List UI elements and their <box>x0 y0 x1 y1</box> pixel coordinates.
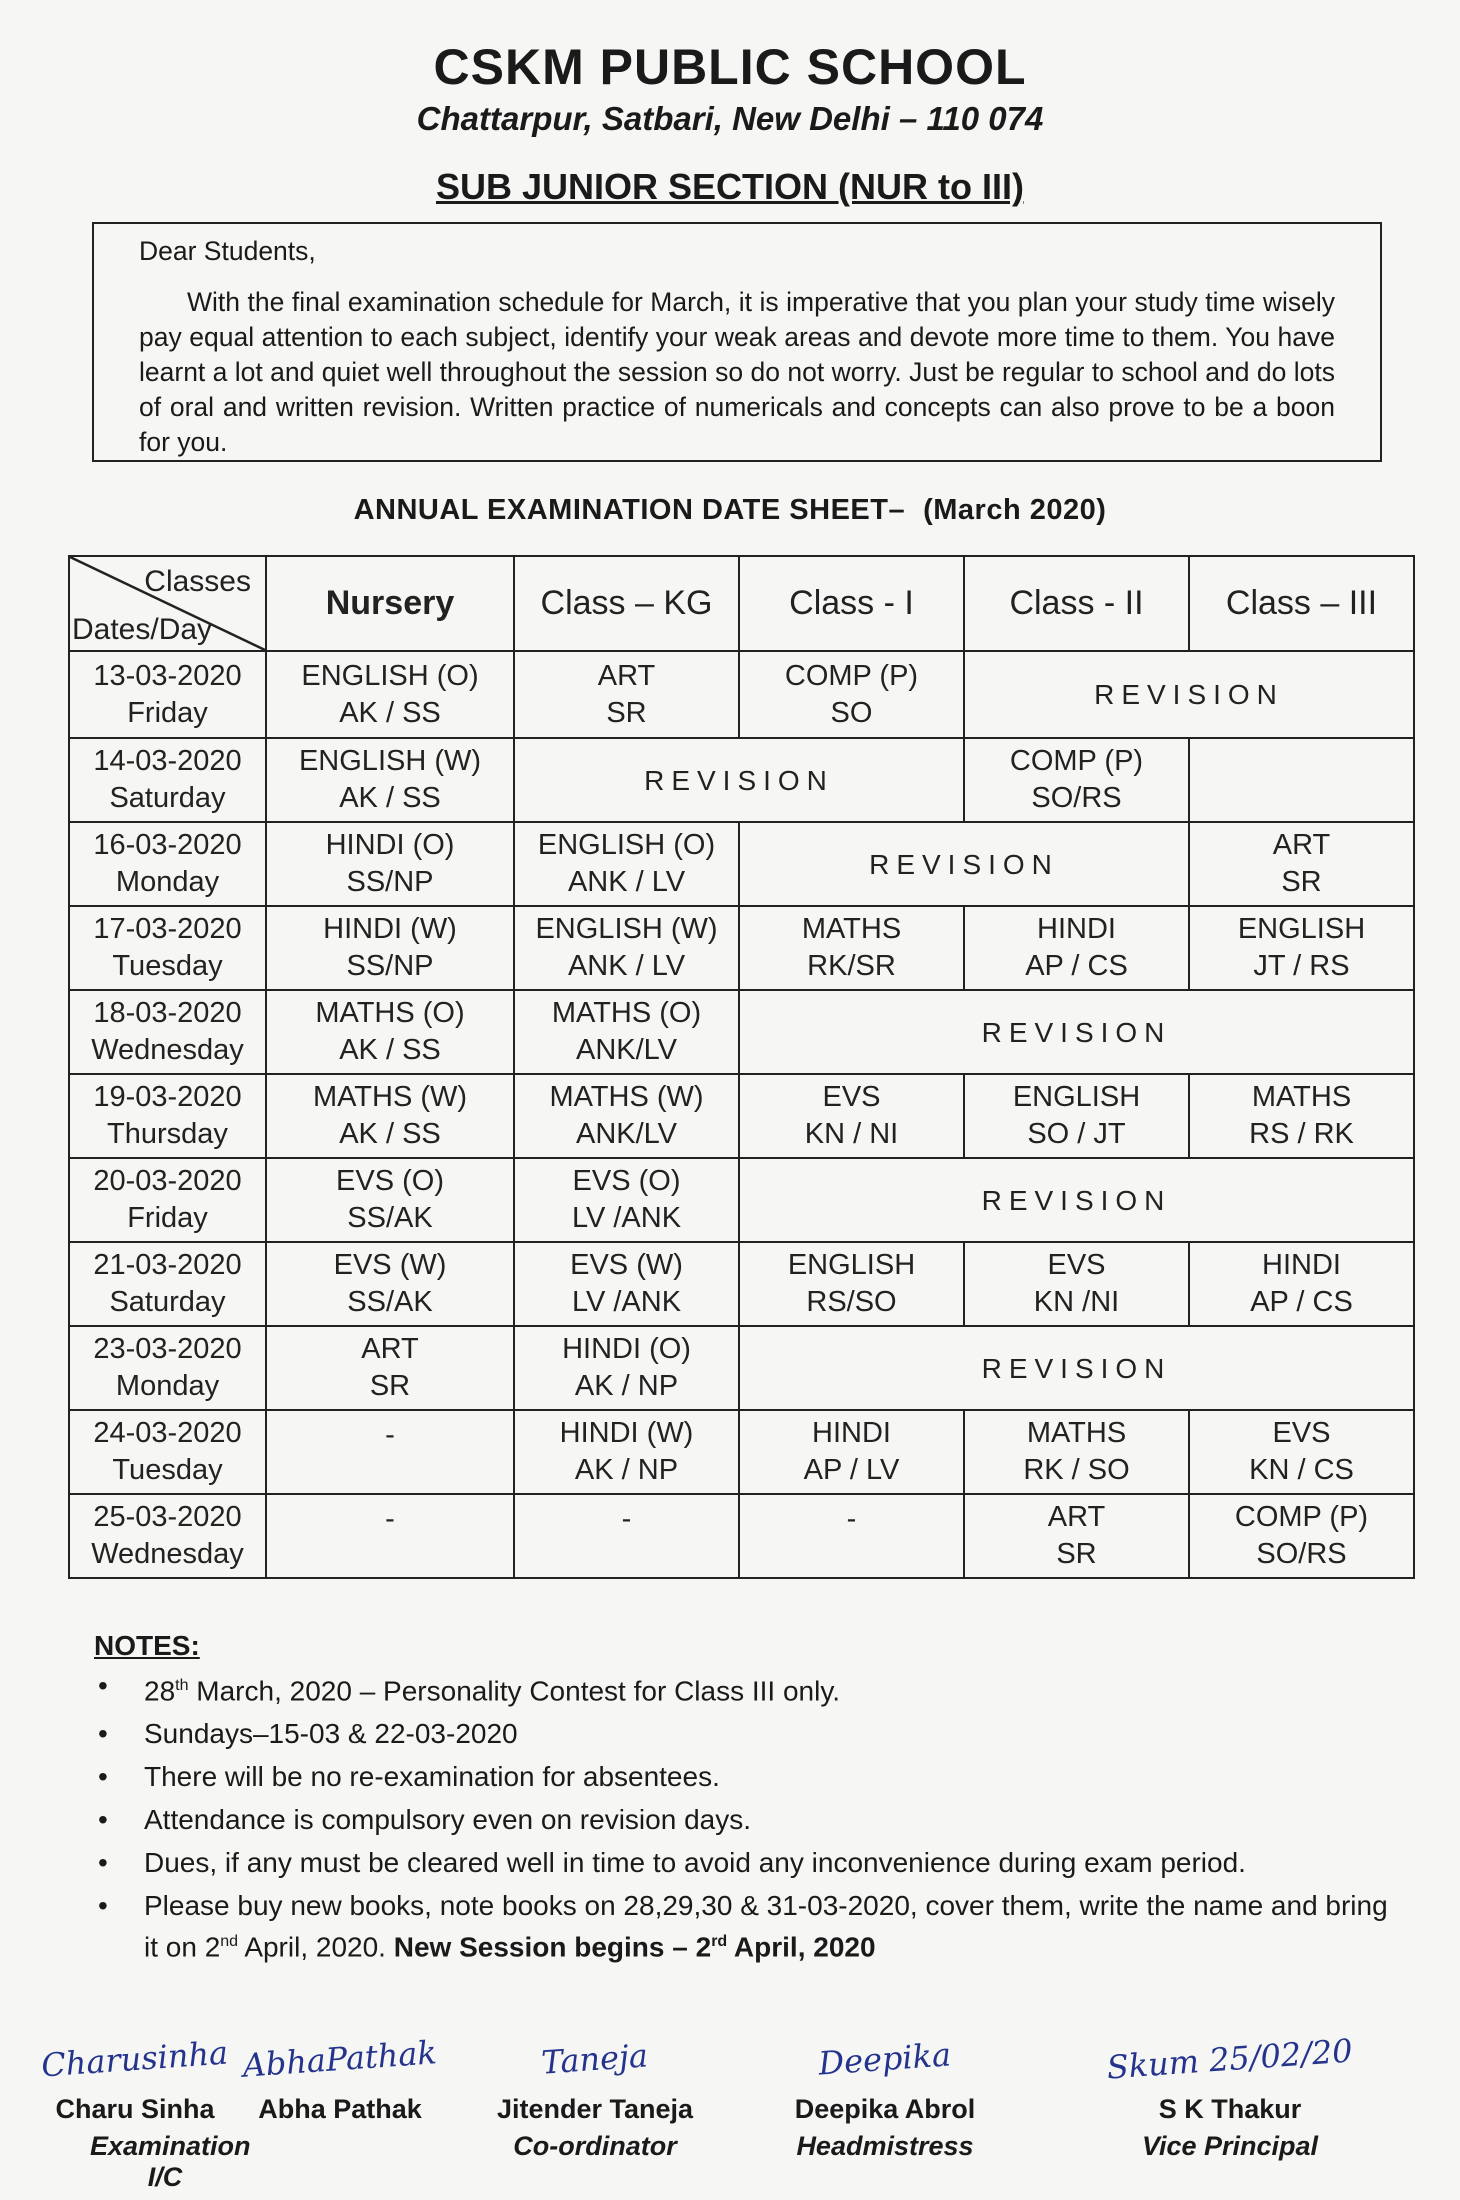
note-item: • Sundays–15-03 & 22-03-2020 <box>94 1716 1394 1752</box>
table-row <box>69 1158 1414 1242</box>
note-item: • Please buy new books, note books on 28,29,30 & 31-03-2020, cover them, write the name and bring it on 2nd April, 2020. New Session begins – 2rd April, 2020 <box>94 1888 1394 1965</box>
table-row <box>69 906 1414 990</box>
signatory-name: Charu Sinha <box>55 2094 215 2124</box>
col-class-1: Class - I <box>739 556 964 651</box>
exam-date-table <box>68 555 1415 1579</box>
table-row <box>69 651 1414 738</box>
nursery-cell: - <box>266 1494 514 1578</box>
col-class-2: Class - II <box>964 556 1189 651</box>
school-name: CSKM PUBLIC SCHOOL <box>433 39 1027 95</box>
revision-cell: REVISION <box>739 1158 1414 1242</box>
nursery-cell: ENGLISH (O) AK / SS <box>266 651 514 738</box>
note-item: • Attendance is compulsory even on revision days. <box>94 1802 1394 1838</box>
nursery-cell: EVS (O) SS/AK <box>266 1158 514 1242</box>
signature-block <box>240 2033 440 2125</box>
class3-cell: ART SR <box>1189 822 1414 906</box>
datesheet-title <box>0 494 1460 527</box>
signatory-name: Abha Pathak <box>258 2094 422 2124</box>
kg-cell: - <box>514 1494 739 1578</box>
class3-cell <box>1189 738 1414 822</box>
table-row <box>69 1494 1414 1578</box>
nursery-cell: HINDI (W) SS/NP <box>266 906 514 990</box>
signature-scribble: Taneja <box>540 2036 650 2082</box>
class3-cell: ENGLISH JT / RS <box>1189 906 1414 990</box>
class1-cell: MATHS RK/SR <box>739 906 964 990</box>
date-cell: 20-03-2020 Friday <box>69 1158 266 1242</box>
signatory-role: Co-ordinator <box>513 2131 677 2161</box>
nursery-cell: MATHS (O) AK / SS <box>266 990 514 1074</box>
table-header-row <box>69 556 1414 651</box>
signatory-name: Jitender Taneja <box>496 2094 694 2124</box>
notes-list <box>94 1668 1394 1973</box>
date-cell: 19-03-2020 Thursday <box>69 1074 266 1158</box>
revision-cell: REVISION <box>739 822 1189 906</box>
table-row <box>69 1410 1414 1494</box>
class3-cell: HINDI AP / CS <box>1189 1242 1414 1326</box>
table-row <box>69 1326 1414 1410</box>
kg-cell: ART SR <box>514 651 739 738</box>
kg-cell: ENGLISH (W) ANK / LV <box>514 906 739 990</box>
date-cell: 23-03-2020 Monday <box>69 1326 266 1410</box>
class2-cell: COMP (P) SO/RS <box>964 738 1189 822</box>
corner-header <box>69 556 266 651</box>
signatory-name: Deepika Abrol <box>794 2094 976 2124</box>
nursery-cell: ART SR <box>266 1326 514 1410</box>
nursery-cell: - <box>266 1410 514 1494</box>
date-cell: 24-03-2020 Tuesday <box>69 1410 266 1494</box>
notes-heading: NOTES: <box>94 1630 200 1661</box>
revision-cell: REVISION <box>514 738 964 822</box>
kg-cell: MATHS (O) ANK/LV <box>514 990 739 1074</box>
table-row <box>69 738 1414 822</box>
message-body: With the final examination schedule for March, it is imperative that you plan your study time wisely pay equal attention to each subject, identify your weak areas and devote more time to them. You have learnt a lot and quiet well throughout the session so do not worry. Just be regular to school and do lots of oral and written revision. Written practice of numericals and concepts can also prove to be a boon for you. <box>139 287 1335 457</box>
signature-scribble: Charusinha <box>40 2033 230 2085</box>
kg-cell: MATHS (W) ANK/LV <box>514 1074 739 1158</box>
date-cell: 17-03-2020 Tuesday <box>69 906 266 990</box>
kg-cell: ENGLISH (O) ANK / LV <box>514 822 739 906</box>
kg-cell: HINDI (O) AK / NP <box>514 1326 739 1410</box>
section-title: SUB JUNIOR SECTION (NUR to III) <box>435 166 1024 207</box>
revision-cell: REVISION <box>739 990 1414 1074</box>
table-row <box>69 990 1414 1074</box>
class2-cell: ENGLISH SO / JT <box>964 1074 1189 1158</box>
class3-cell: MATHS RS / RK <box>1189 1074 1414 1158</box>
signature-scribble: Skum 25/02/20 <box>1105 2031 1354 2087</box>
datesheet-title-main: ANNUAL EXAMINATION DATE SHEET– <box>353 494 906 526</box>
class1-cell: COMP (P) SO <box>739 651 964 738</box>
nursery-cell: EVS (W) SS/AK <box>266 1242 514 1326</box>
signatory-role: Examination I/C <box>90 2131 251 2192</box>
kg-cell: HINDI (W) AK / NP <box>514 1410 739 1494</box>
signatory-role: Vice Principal <box>1141 2131 1319 2161</box>
date-cell: 21-03-2020 Saturday <box>69 1242 266 1326</box>
message-box <box>92 222 1382 462</box>
corner-classes-label: Classes <box>144 565 251 598</box>
nursery-cell: ENGLISH (W) AK / SS <box>266 738 514 822</box>
class2-cell: ART SR <box>964 1494 1189 1578</box>
class3-cell: COMP (P) SO/RS <box>1189 1494 1414 1578</box>
class1-cell: HINDI AP / LV <box>739 1410 964 1494</box>
signature-block <box>775 2035 995 2162</box>
table-row <box>69 1074 1414 1158</box>
signature-scribble: AbhaPathak <box>241 2033 438 2085</box>
col-kg: Class – KG <box>514 556 739 651</box>
nursery-cell: HINDI (O) SS/NP <box>266 822 514 906</box>
signature-scribble: Deepika <box>817 2035 953 2083</box>
class3-cell: EVS KN / CS <box>1189 1410 1414 1494</box>
revision-cell: REVISION <box>739 1326 1414 1410</box>
school-address: Chattarpur, Satbari, New Delhi – 110 074 <box>416 100 1044 137</box>
date-cell: 13-03-2020 Friday <box>69 651 266 738</box>
kg-cell: EVS (W) LV /ANK <box>514 1242 739 1326</box>
class1-cell: - <box>739 1494 964 1578</box>
table-row <box>69 1242 1414 1326</box>
nursery-cell: MATHS (W) AK / SS <box>266 1074 514 1158</box>
note-item: • Dues, if any must be cleared well in time to avoid any inconvenience during exam period. <box>94 1845 1394 1881</box>
class2-cell: MATHS RK / SO <box>964 1410 1189 1494</box>
date-cell: 18-03-2020 Wednesday <box>69 990 266 1074</box>
col-class-3: Class – III <box>1189 556 1414 651</box>
date-cell: 16-03-2020 Monday <box>69 822 266 906</box>
class1-cell: EVS KN / NI <box>739 1074 964 1158</box>
kg-cell: EVS (O) LV /ANK <box>514 1158 739 1242</box>
revision-cell: REVISION <box>964 651 1414 738</box>
class1-cell: ENGLISH RS/SO <box>739 1242 964 1326</box>
signatory-role: Headmistress <box>796 2131 974 2161</box>
corner-dates-label: Dates/Day <box>72 613 213 646</box>
datesheet-subtitle: (March 2020) <box>923 494 1107 526</box>
class2-cell: HINDI AP / CS <box>964 906 1189 990</box>
date-cell: 25-03-2020 Wednesday <box>69 1494 266 1578</box>
greeting: Dear Students, <box>139 236 316 266</box>
signature-block <box>30 2033 251 2193</box>
date-cell: 14-03-2020 Saturday <box>69 738 266 822</box>
note-item: • 28th March, 2020 – Personality Contest for Class III only. <box>94 1668 1394 1709</box>
signatory-name: S K Thakur <box>1158 2094 1302 2124</box>
note-item: • There will be no re-examination for absentees. <box>94 1759 1394 1795</box>
col-nursery: Nursery <box>266 556 514 651</box>
class2-cell: EVS KN /NI <box>964 1242 1189 1326</box>
table-row <box>69 822 1414 906</box>
signature-block <box>480 2036 710 2162</box>
signature-block <box>1100 2031 1360 2162</box>
